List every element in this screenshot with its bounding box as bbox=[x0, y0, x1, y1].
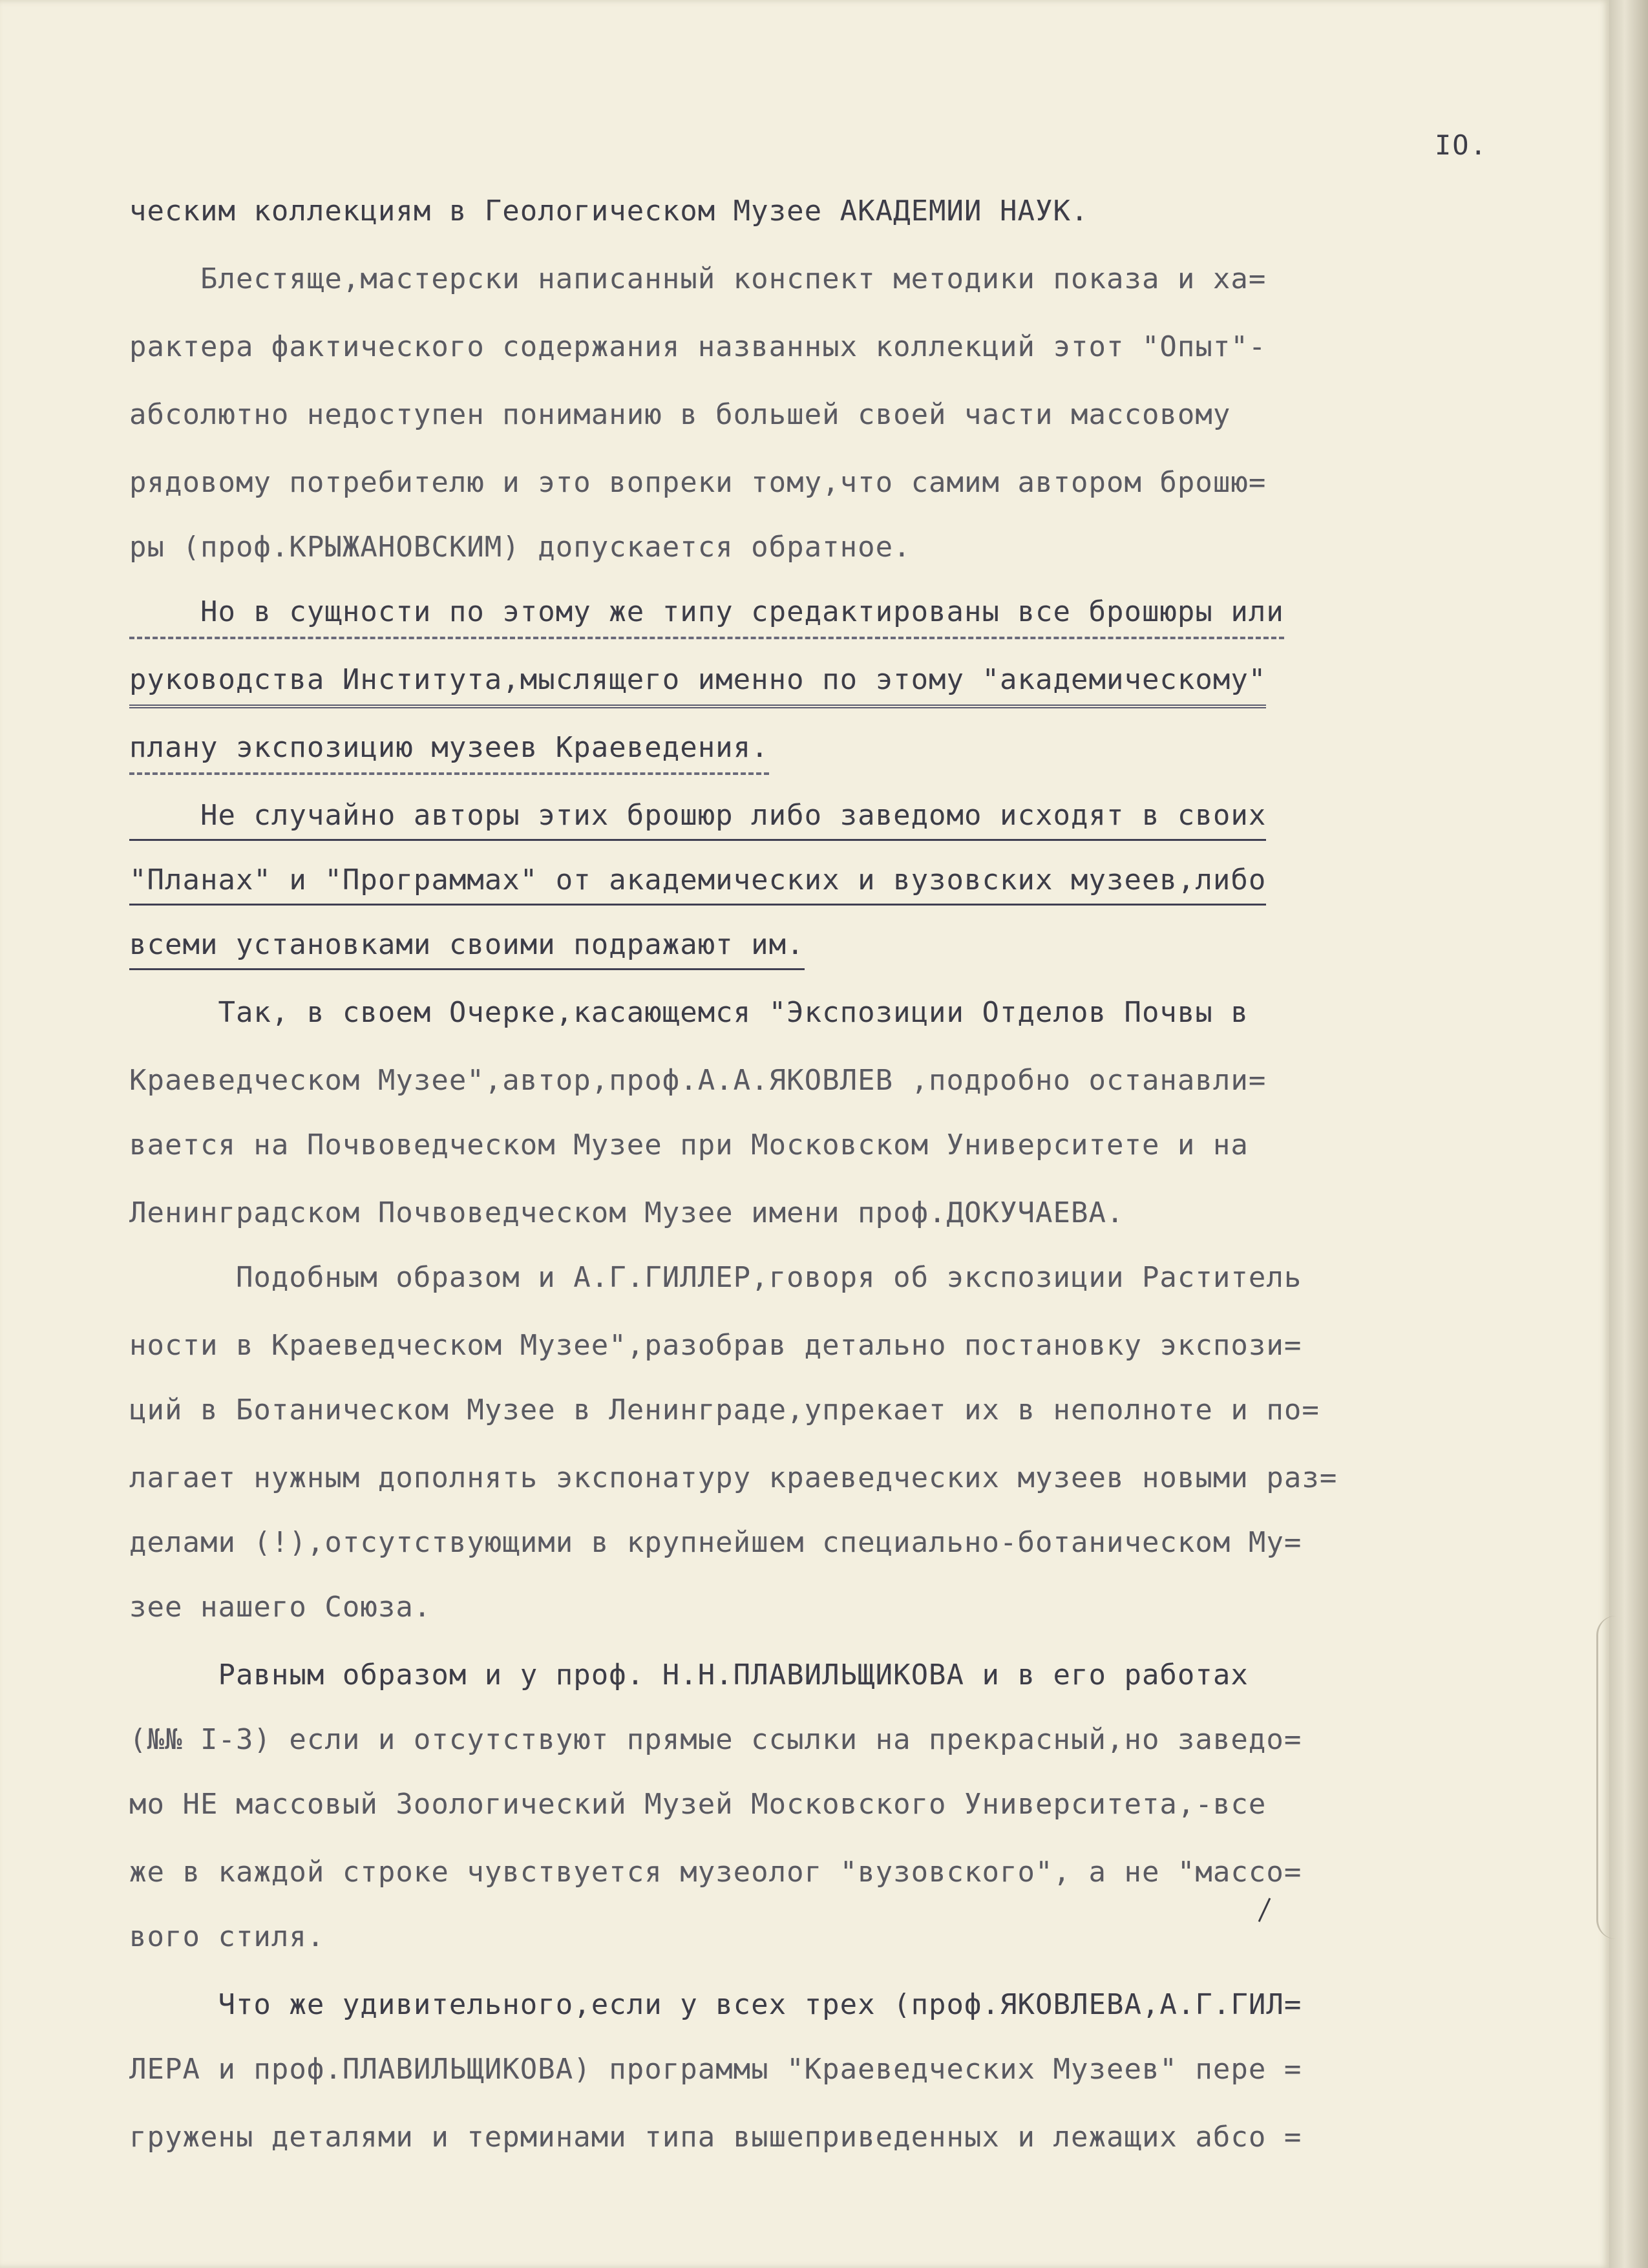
text-line: ЛЕРА и проф.ПЛАВИЛЬЩИКОВА) программы "Краеведческих Музеев" пере = bbox=[129, 2053, 1302, 2086]
text-line: ности в Краеведческом Музее",разобрав детально постановку экспози= bbox=[129, 1329, 1302, 1362]
text-line-underlined: всеми установками своими подражают им. bbox=[129, 931, 805, 970]
text-line-underlined: руководства Института,мыслящего именно по этому "академическому" bbox=[129, 666, 1266, 708]
handwritten-comma-mark bbox=[1258, 1898, 1271, 1922]
text-line: ческим коллекциям в Геологическом Музее АКАДЕМИИ НАУК. bbox=[129, 195, 1089, 228]
page-number: IO. bbox=[1435, 129, 1488, 161]
text-line: Блестяще,мастерски написанный конспект методики показа и ха= bbox=[129, 262, 1267, 295]
text-line-underlined: плану экспозицию музеев Краеведения. bbox=[129, 734, 769, 775]
text-line: рядовому потребителю и это вопреки тому,что самим автором брошю= bbox=[129, 466, 1267, 499]
text-line: вается на Почвоведческом Музее при Московском Университете и на bbox=[129, 1129, 1249, 1161]
text-line: Что же удивительного,если у всех трех (проф.ЯКОВЛЕВА,А.Г.ГИЛ= bbox=[129, 1988, 1302, 2021]
text-line: (№№ I-3) если и отсутствуют прямые ссылки на прекрасный,но заведо= bbox=[129, 1723, 1302, 1756]
text-line-underlined: "Планах" и "Программах" от академических и вузовских музеев,либо bbox=[129, 866, 1266, 906]
text-line: Краеведческом Музее",автор,проф.А.А.ЯКОВЛЕВ ,подробно останавли= bbox=[129, 1064, 1267, 1097]
text-line-underlined: Но в сущности по этому же типу средактированы все брошюры или bbox=[129, 598, 1284, 639]
text-line: вого стиля. bbox=[129, 1920, 325, 1953]
text-line: мо НЕ массовый Зоологический Музей Московского Университета,-все bbox=[129, 1788, 1267, 1821]
text-line: лагает нужным дополнять экспонатуру краеведческих музеев новыми раз= bbox=[129, 1461, 1338, 1494]
text-line-underlined: Не случайно авторы этих брошюр либо заведомо исходят в своих bbox=[129, 801, 1266, 841]
text-line: ций в Ботаническом Музее в Ленинграде,упрекает их в неполноте и по= bbox=[129, 1394, 1320, 1426]
text-line: зее нашего Союза. bbox=[129, 1591, 432, 1624]
text-line: рактера фактического содержания названных коллекций этот "Опыт"- bbox=[129, 330, 1267, 363]
text-line: Так, в своем Очерке,касающемся "Экспозиции Отделов Почвы в bbox=[129, 996, 1249, 1029]
text-line: же в каждой строке чувствуется музеолог "вузовского", а не "массо= bbox=[129, 1856, 1302, 1889]
text-line: Ленинградском Почвоведческом Музее имени проф.ДОКУЧАЕВА. bbox=[129, 1196, 1125, 1229]
text-line: Подобным образом и А.Г.ГИЛЛЕР,говоря об экспозиции Раститель bbox=[129, 1261, 1302, 1294]
text-line: Равным образом и у проф. Н.Н.ПЛАВИЛЬЩИКОВА и в его работах bbox=[129, 1659, 1249, 1691]
text-line: ры (проф.КРЫЖАНОВСКИМ) допускается обратное. bbox=[129, 531, 911, 564]
text-line: абсолютно недоступен пониманию в большей своей части массовому bbox=[129, 398, 1231, 431]
text-line: делами (!),отсутствующими в крупнейшем специально-ботаническом Му= bbox=[129, 1526, 1302, 1559]
paper-stain bbox=[1596, 1616, 1637, 1939]
text-line: гружены деталями и терминами типа вышеприведенных и лежащих абсо = bbox=[129, 2121, 1302, 2154]
